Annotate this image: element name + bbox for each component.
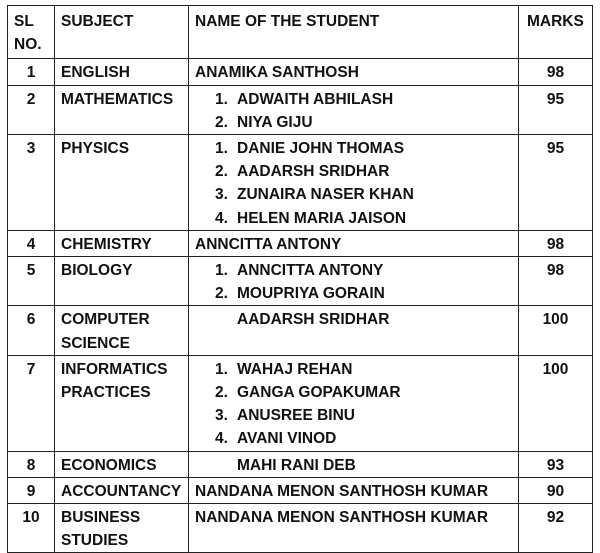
sl-no-cell: 4 (8, 230, 55, 256)
student-name-cell (189, 504, 519, 553)
table-row (8, 257, 593, 306)
student-name: NANDANA MENON SANTHOSH KUMAR (195, 509, 489, 527)
student-name: MOUPRIYA GORAIN (237, 285, 385, 303)
student-name: DANIE JOHN THOMAS (237, 140, 405, 158)
student-name: WAHAJ REHAN (237, 360, 353, 378)
student-name-list-item (195, 111, 512, 134)
list-number: 3. (215, 186, 228, 204)
student-name: HELEN MARIA JAISON (237, 209, 407, 227)
student-name-cell (189, 355, 519, 451)
subject-cell: ECONOMICS (55, 451, 189, 477)
student-name: MAHI RANI DEB (237, 456, 356, 474)
sl-no-cell: 5 (8, 257, 55, 306)
list-number: 4. (215, 209, 228, 227)
marks-cell: 100 (519, 355, 593, 451)
sl-no-cell: 3 (8, 135, 55, 231)
list-number: 1. (215, 90, 228, 108)
results-table-container (7, 5, 593, 553)
student-name-list (195, 88, 512, 134)
sl-no-cell: 9 (8, 477, 55, 503)
subject-toppers-table (7, 5, 593, 553)
sl-no-cell: 6 (8, 306, 55, 355)
sl-no-cell: 7 (8, 355, 55, 451)
list-number: 1. (215, 140, 228, 158)
list-number: 4. (215, 430, 228, 448)
sl-no-cell: 1 (8, 59, 55, 85)
student-name-list (195, 358, 512, 451)
table-row (8, 85, 593, 134)
header-sl-no: SL NO. (8, 6, 55, 59)
student-name-list (195, 259, 512, 305)
student-name-list-item (195, 381, 512, 404)
subject-cell: INFORMATICS PRACTICES (55, 355, 189, 451)
marks-cell: 95 (519, 85, 593, 134)
student-name: ZUNAIRA NASER KHAN (237, 186, 414, 204)
student-name-list-item (195, 358, 512, 381)
student-name: ADWAITH ABHILASH (237, 90, 394, 108)
marks-cell: 95 (519, 135, 593, 231)
marks-cell: 100 (519, 306, 593, 355)
sl-no-cell: 2 (8, 85, 55, 134)
list-number: 1. (215, 262, 228, 280)
marks-cell: 90 (519, 477, 593, 503)
student-name-list-item (195, 404, 512, 427)
student-name: ANNCITTA ANTONY (195, 235, 342, 253)
student-name-cell (189, 85, 519, 134)
table-row (8, 451, 593, 477)
list-number: 2. (215, 384, 228, 402)
table-body (8, 59, 593, 553)
student-name-cell (189, 230, 519, 256)
table-row (8, 504, 593, 553)
student-name-cell (189, 477, 519, 503)
student-name-cell (189, 135, 519, 231)
header-marks: MARKS (519, 6, 593, 59)
student-name: GANGA GOPAKUMAR (237, 384, 401, 402)
student-name: ANAMIKA SANTHOSH (195, 64, 359, 82)
student-name-list-item (195, 137, 512, 160)
student-name-cell (189, 306, 519, 355)
table-row (8, 355, 593, 451)
student-name: AADARSH SRIDHAR (237, 311, 390, 329)
table-header (8, 6, 593, 59)
subject-cell: ACCOUNTANCY (55, 477, 189, 503)
subject-cell: CHEMISTRY (55, 230, 189, 256)
sl-no-cell: 8 (8, 451, 55, 477)
subject-cell: BUSINESS STUDIES (55, 504, 189, 553)
marks-cell: 93 (519, 451, 593, 477)
student-name-list-item (195, 183, 512, 206)
list-number: 2. (215, 285, 228, 303)
header-student-name: NAME OF THE STUDENT (189, 6, 519, 59)
subject-cell: MATHEMATICS (55, 85, 189, 134)
marks-cell: 98 (519, 230, 593, 256)
student-name-list-item (195, 427, 512, 450)
list-number: 2. (215, 113, 228, 131)
student-name: ANNCITTA ANTONY (237, 262, 384, 280)
subject-cell: ENGLISH (55, 59, 189, 85)
student-name-list-item (195, 207, 512, 230)
table-row (8, 306, 593, 355)
student-name-cell (189, 257, 519, 306)
subject-cell: PHYSICS (55, 135, 189, 231)
list-number: 3. (215, 407, 228, 425)
student-name: AADARSH SRIDHAR (237, 163, 390, 181)
student-name-list-item (195, 160, 512, 183)
subject-cell: COMPUTER SCIENCE (55, 306, 189, 355)
marks-cell: 92 (519, 504, 593, 553)
student-name: NIYA GIJU (237, 113, 313, 131)
student-name-list-item (195, 259, 512, 282)
sl-no-cell: 10 (8, 504, 55, 553)
student-name: AVANI VINOD (237, 430, 337, 448)
student-name-list-item (195, 88, 512, 111)
table-row (8, 477, 593, 503)
marks-cell: 98 (519, 59, 593, 85)
header-subject: SUBJECT (55, 6, 189, 59)
student-name: ANUSREE BINU (237, 407, 355, 425)
table-row (8, 135, 593, 231)
marks-cell: 98 (519, 257, 593, 306)
list-number: 1. (215, 360, 228, 378)
student-name: NANDANA MENON SANTHOSH KUMAR (195, 482, 489, 500)
list-number: 2. (215, 163, 228, 181)
student-name-cell (189, 451, 519, 477)
student-name-cell (189, 59, 519, 85)
student-name-list-item (195, 282, 512, 305)
table-row (8, 59, 593, 85)
subject-cell: BIOLOGY (55, 257, 189, 306)
student-name-list (195, 137, 512, 230)
table-row (8, 230, 593, 256)
header-row (8, 6, 593, 59)
